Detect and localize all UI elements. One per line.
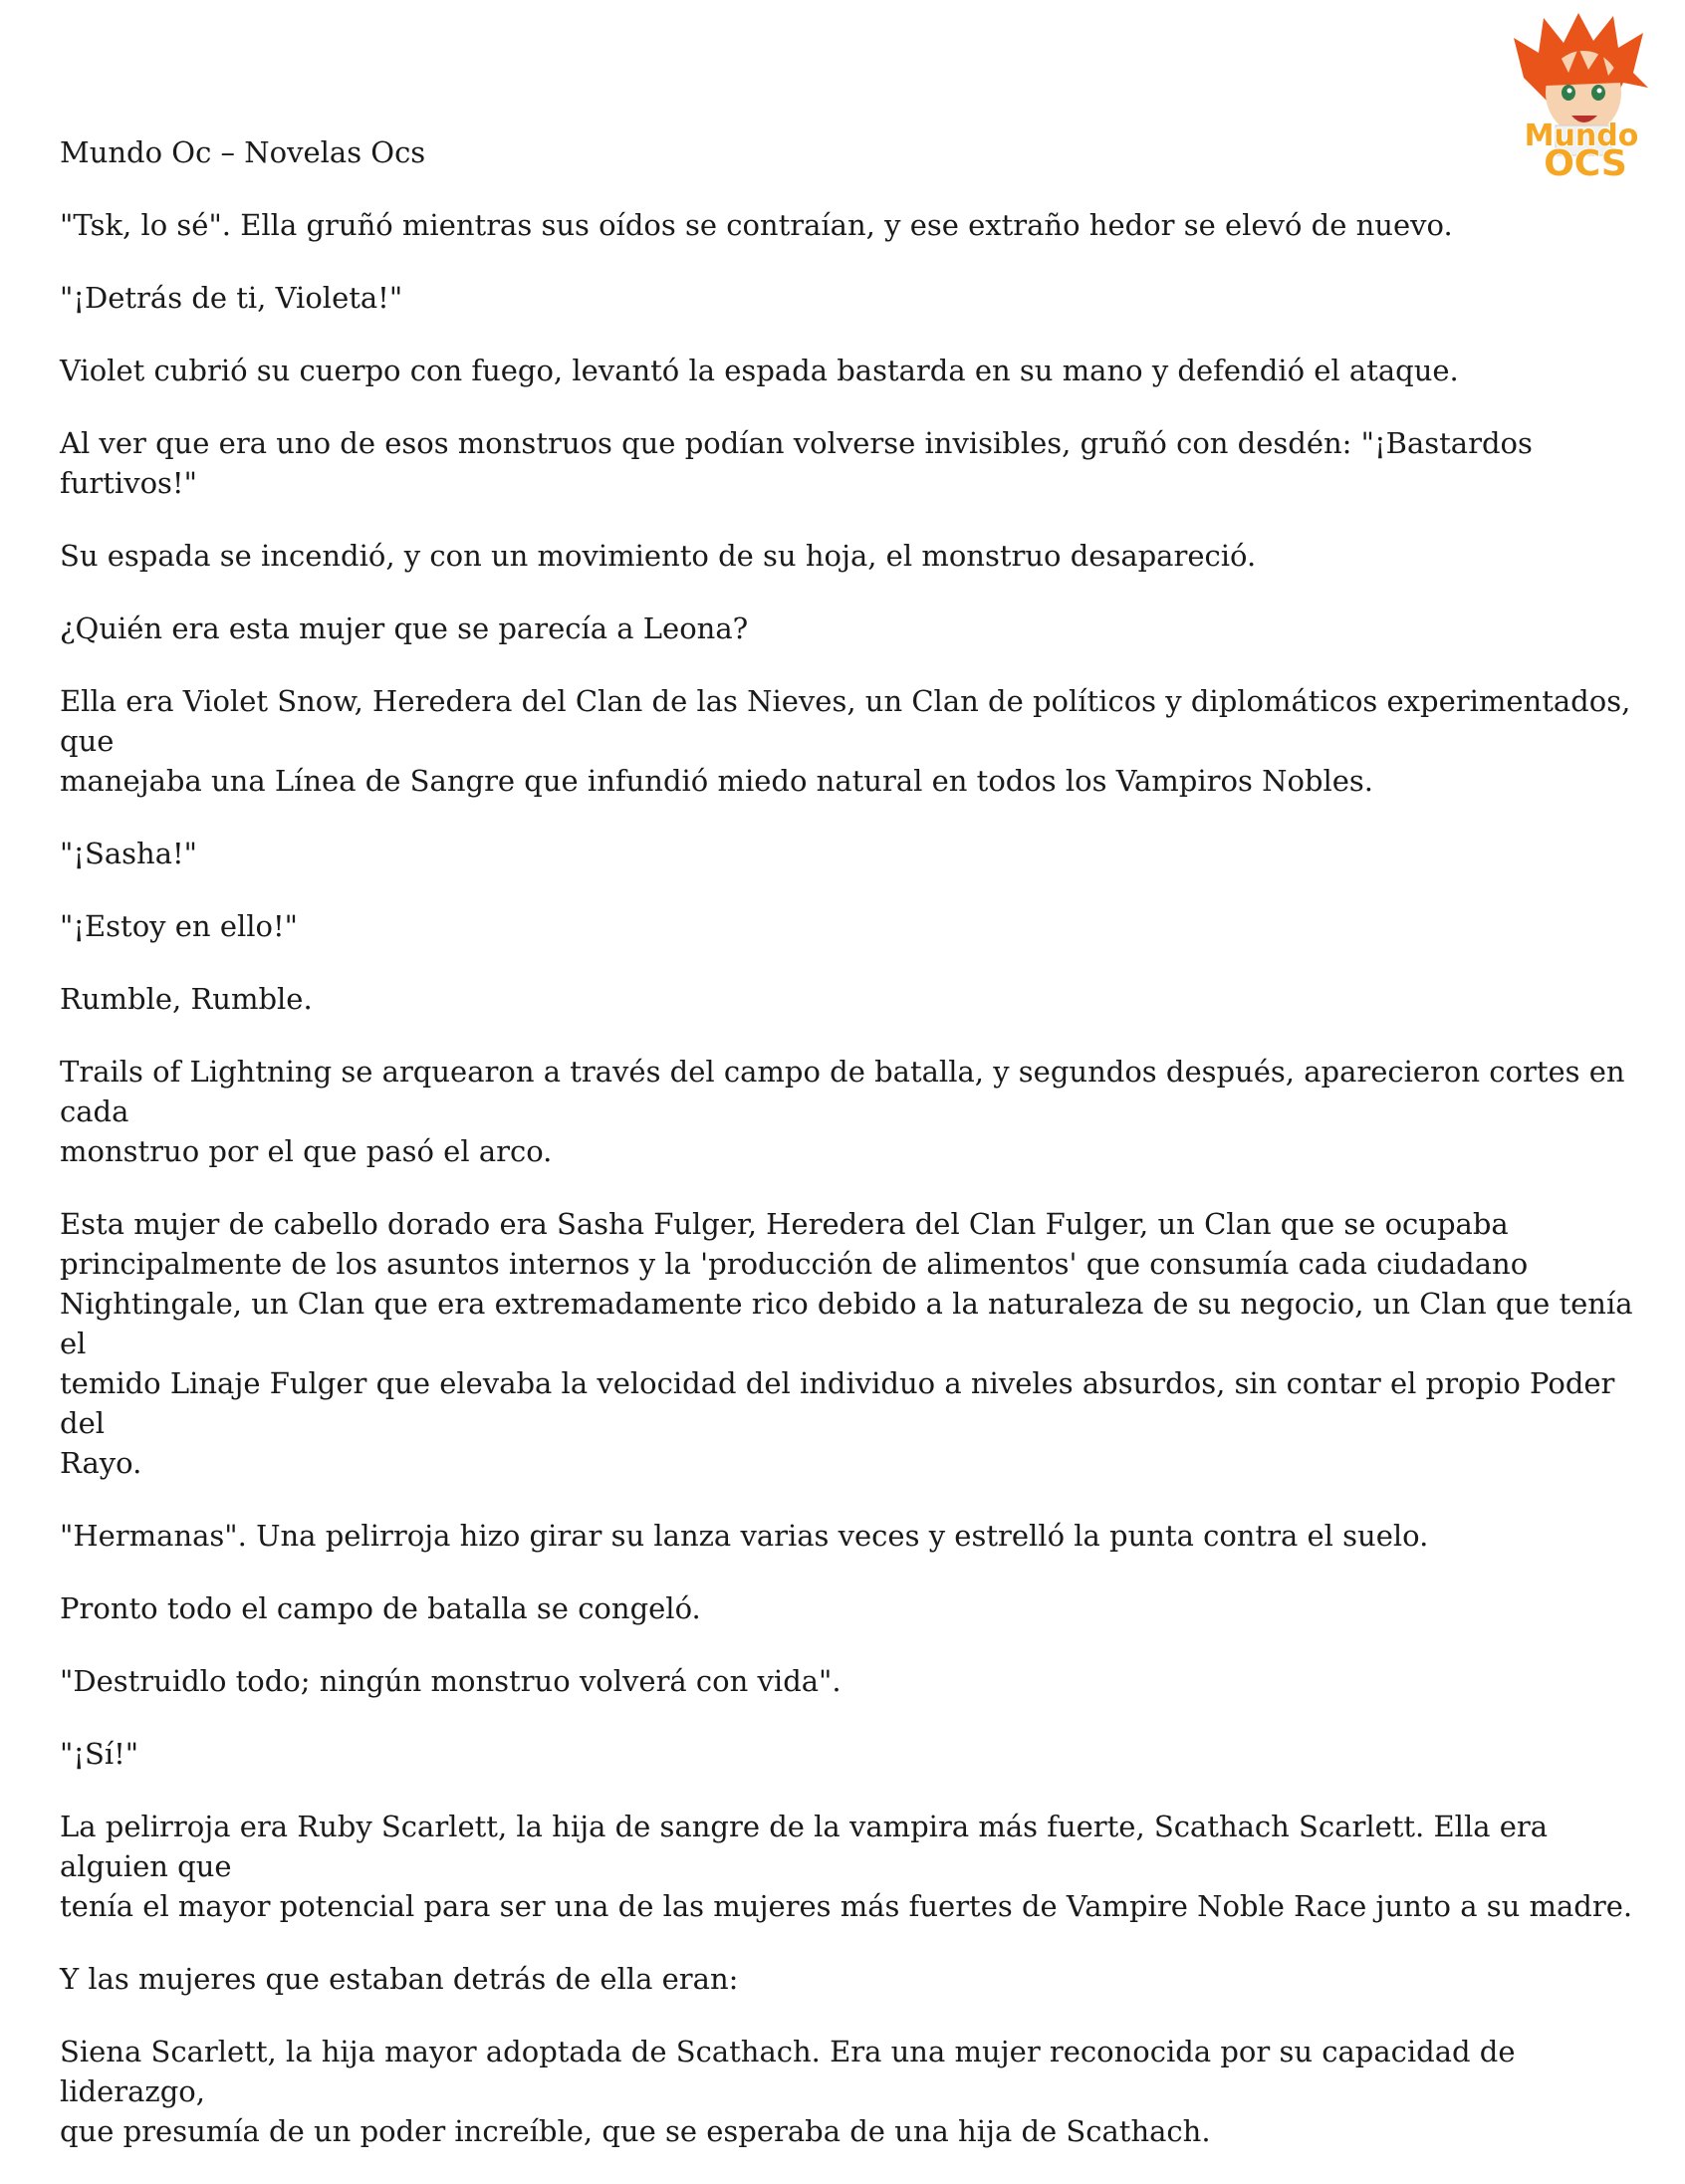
- paragraph: "¡Sasha!": [60, 837, 197, 870]
- page-header: Mundo Oc – Novelas Ocs: [60, 135, 426, 169]
- paragraph: "Destruidlo todo; ningún monstruo volverá con vida".: [60, 1664, 842, 1698]
- paragraph: Rumble, Rumble.: [60, 982, 313, 1016]
- paragraph: Siena Scarlett, la hija mayor adoptada de Scathach. Era una mujer reconocida por su capacidad de liderazgo, que presumía de un poder increíble, que se esperaba de una hija de Scathach.: [60, 2035, 1516, 2148]
- paragraph: La pelirroja era Ruby Scarlett, la hija de sangre de la vampira más fuerte, Scathach Scarlett. Ella era alguien que tenía el mayor potencial para ser una de las mujeres más fuertes de Vampire Noble Race junto a su madre.: [60, 1810, 1633, 1923]
- document-body: [60, 205, 1653, 2184]
- paragraph: Trails of Lightning se arquearon a través del campo de batalla, y segundos después, aparecieron cortes en cada monstruo por el que pasó el arco.: [60, 1055, 1625, 1168]
- paragraph: Esta mujer de cabello dorado era Sasha Fulger, Heredera del Clan Fulger, un Clan que se ocupaba principalmente de los asuntos internos y la 'producción de alimentos' que consumía cada ciudadano Nightingale, un Clan que era extremadamente rico debido a la naturaleza de su negocio, un Clan que tenía el temido Linaje Fulger que elevaba la velocidad del individuo a niveles absurdos, sin contar el propio Poder del Rayo.: [60, 1207, 1633, 1480]
- mundo-ocs-logo: [1494, 8, 1668, 182]
- logo-text-top: Mundo: [1524, 119, 1639, 153]
- paragraph: "Hermanas". Una pelirroja hizo girar su lanza varias veces y estrelló la punta contra el suelo.: [60, 1519, 1429, 1553]
- paragraph: "¡Estoy en ello!": [60, 909, 298, 943]
- paragraph: "Tsk, lo sé". Ella gruñó mientras sus oídos se contraían, y ese extraño hedor se elevó de nuevo.: [60, 208, 1453, 242]
- paragraph: "¡Sí!": [60, 1737, 139, 1771]
- paragraph: "¡Detrás de ti, Violeta!": [60, 281, 403, 315]
- mascot-icon: [1494, 8, 1668, 182]
- paragraph: Su espada se incendió, y con un movimiento de su hoja, el monstruo desapareció.: [60, 539, 1257, 573]
- paragraph: Y las mujeres que estaban detrás de ella eran:: [60, 1962, 739, 1996]
- paragraph: Violet cubrió su cuerpo con fuego, levantó la espada bastarda en su mano y defendió el ataque.: [60, 354, 1459, 387]
- paragraph: ¿Quién era esta mujer que se parecía a Leona?: [60, 611, 749, 645]
- paragraph: Al ver que era uno de esos monstruos que podían volverse invisibles, gruñó con desdén: "¡Bastardos furtivos!": [60, 426, 1533, 500]
- logo-text-bottom: OCS: [1544, 143, 1627, 182]
- paragraph: Pronto todo el campo de batalla se congeló.: [60, 1591, 701, 1625]
- paragraph: Ella era Violet Snow, Heredera del Clan de las Nieves, un Clan de políticos y diplomáticos experimentados, que manejaba una Línea de Sangre que infundió miedo natural en todos los Vampiros Nobles.: [60, 684, 1631, 798]
